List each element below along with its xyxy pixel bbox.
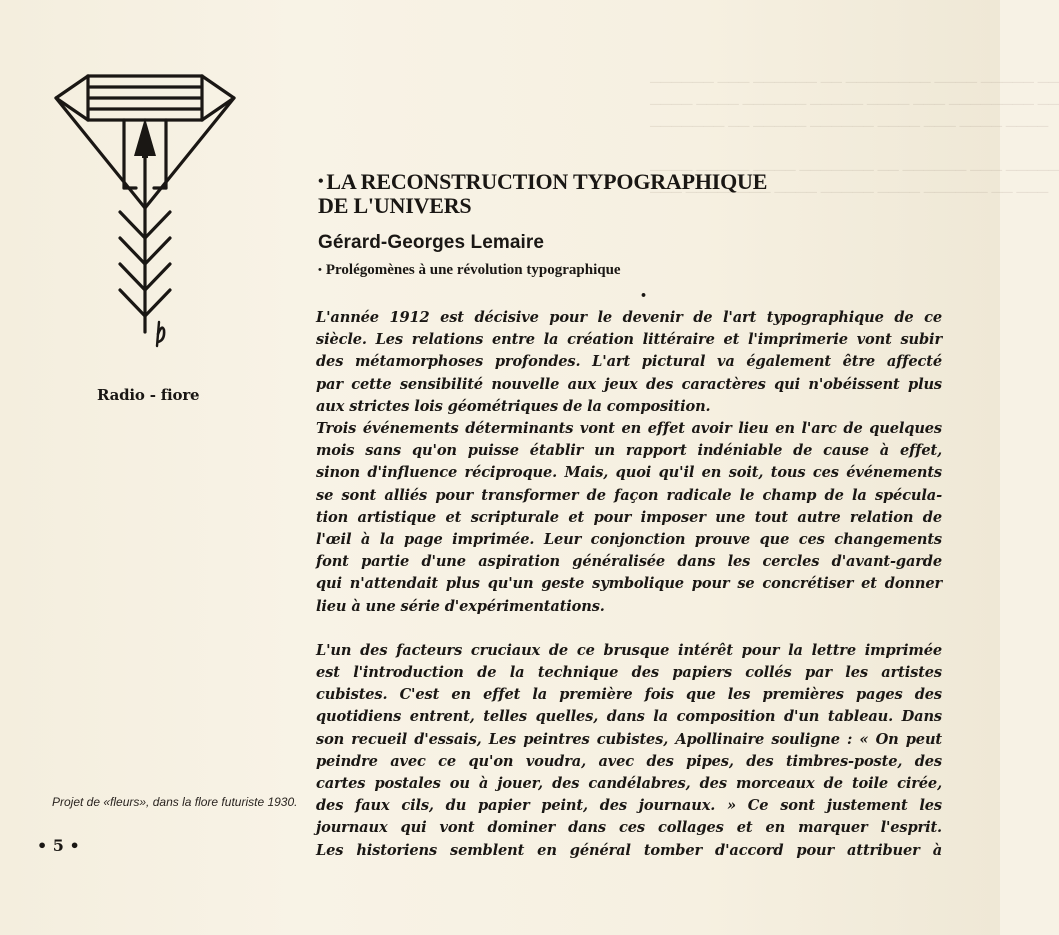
paragraph-gap	[316, 618, 942, 640]
title-line-2: DE L'UNIVERS	[318, 193, 472, 218]
text-line: L'un des facteurs cruciaux de ce brusque intérêt pour la lettre imprimée	[316, 641, 942, 659]
paragraph-1	[316, 307, 942, 418]
text-line: Trois événements déterminants vont en effet avoir lieu en l'arc de quelques	[316, 420, 942, 438]
text-line: peindre avec ce qu'on voudra, avec des pipes, des timbres-poste, des	[316, 752, 942, 770]
paragraph-3	[316, 640, 942, 862]
text-line: cubistes. C'est en effet la première fois que les premières pages des	[316, 686, 942, 704]
illustration-label: Radio - fiore	[97, 386, 200, 404]
text-line: par cette sensibilité nouvelle aux jeux des caractères qui n'obéissent plus	[316, 375, 942, 393]
text-line: L'année 1912 est décisive pour le devenir de l'art typographique de ce	[316, 309, 942, 326]
text-line: lieu à une série d'expérimentations.	[316, 597, 605, 615]
article-title	[318, 170, 878, 218]
text-line: l'œil à la page imprimée. Leur conjonction prouve que ces changements	[316, 531, 942, 549]
title-bullet: •	[318, 173, 324, 190]
radio-fiore-illustration	[52, 70, 238, 362]
title-line-1: LA RECONSTRUCTION TYPOGRAPHIQUE	[326, 169, 768, 194]
text-line: Les historiens semblent en général tomber d'accord pour attribuer à	[316, 841, 942, 859]
section-separator: •	[640, 289, 648, 302]
text-line: aux strictes lois géométriques de la composition.	[316, 397, 711, 415]
text-line: font partie d'une aspiration généralisée dans les cercles d'avant-garde	[316, 553, 942, 571]
text-line: des métamorphoses profondes. L'art pictural va également être affecté	[316, 353, 942, 371]
article-author: Gérard-Georges Lemaire	[318, 232, 545, 253]
text-line: tion artistique et scripturale et pour imposer une tout autre relation de	[316, 508, 942, 526]
text-line: des faux cils, du papier peint, des journaux. » Ce sont justement les	[316, 797, 942, 815]
text-line: mois sans qu'on puisse établir un rapport indéniable de cause à effet,	[316, 442, 942, 460]
text-line: sinon d'influence réciproque. Mais, quoi qu'il en soit, tous ces événements	[316, 464, 942, 482]
paragraph-2	[316, 418, 942, 618]
text-line: siècle. Les relations entre la création littéraire et l'imprimerie vont subir	[316, 331, 942, 349]
page-number: • 5 •	[37, 836, 80, 855]
text-line: qui n'attendait plus qu'un geste symbolique pour se concrétiser et donner	[316, 575, 942, 593]
subtitle-text: Prolégomènes à une révolution typographique	[325, 262, 621, 278]
figure-caption: Projet de «fleurs», dans la flore futuriste 1930.	[52, 795, 298, 809]
bleed-through-texture: ────── ─── ────── ── ──────── ──── ───── ── ──── ──── ────── ───── ──── ─── ──────── ── ─────── ── ───── ────── ──── ─── ──── ──── ──── ───── ──── ─────── ── ────── ─── ───── ─── ──────── ──── ───── ──── ────── ── ───	[650, 75, 1059, 201]
text-line: se sont alliés pour transformer de façon radicale le champ de la spécula-	[316, 486, 942, 504]
text-line: son recueil d'essais, Les peintres cubistes, Apollinaire souligne : « On peut	[316, 730, 942, 748]
text-line: cartes postales ou à jouer, des candélabres, des morceaux de toile cirée,	[316, 775, 942, 793]
article-subtitle	[318, 262, 621, 279]
text-line: quotidiens entrent, telles quelles, dans la composition d'un tableau. Dans	[316, 708, 942, 726]
text-line: est l'introduction de la technique des papiers collés par les artistes	[316, 664, 942, 682]
subtitle-bullet: •	[318, 264, 322, 276]
article-body	[316, 307, 942, 862]
text-line: journaux qui vont dominer dans ces collages et en marquer l'esprit.	[316, 819, 942, 837]
